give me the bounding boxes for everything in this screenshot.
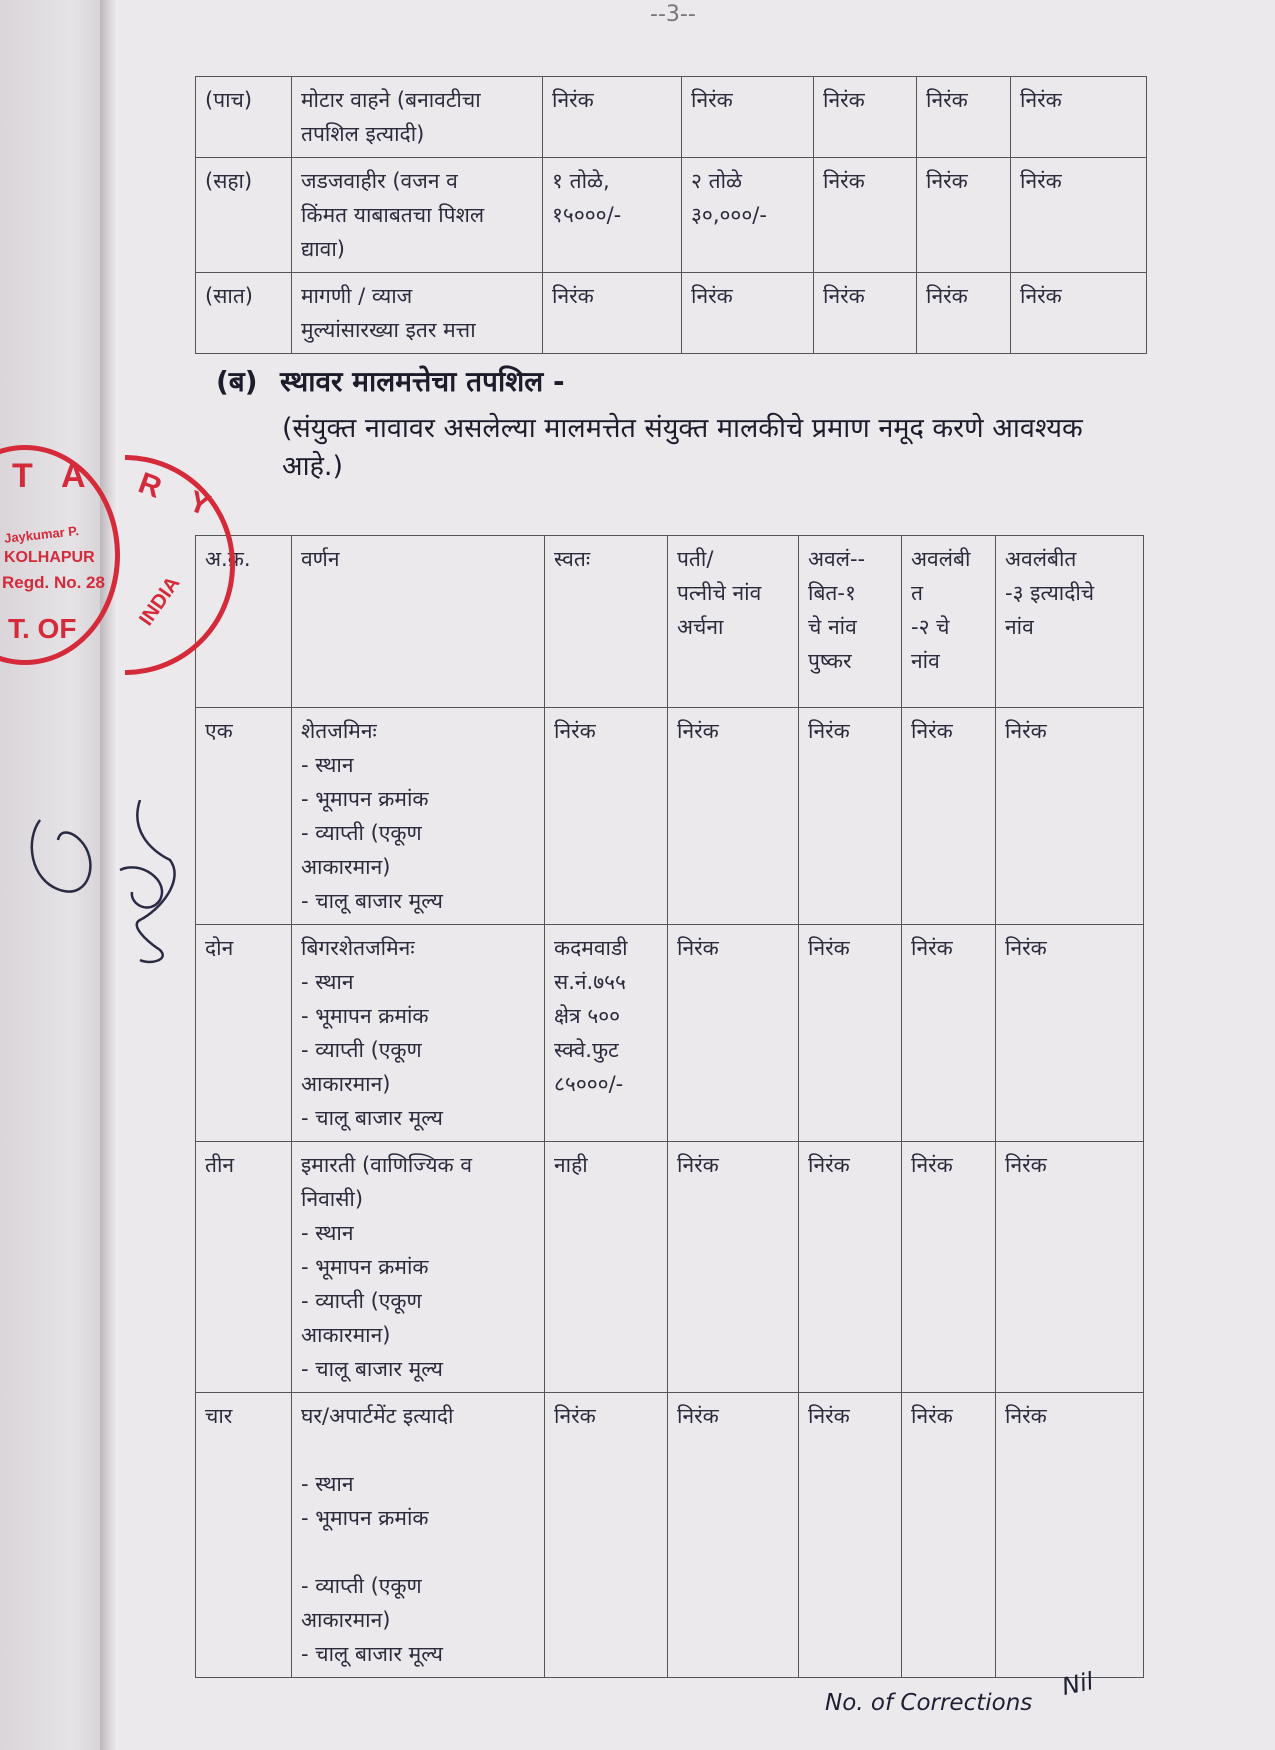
- cell-description: [292, 273, 543, 354]
- table-row: [196, 1142, 1144, 1393]
- cell-self: [545, 925, 668, 1142]
- stamp-regd-text: Regd. No. 28: [2, 573, 105, 592]
- cell-spouse-line: निरंक: [691, 284, 733, 308]
- cell-serial: [196, 158, 292, 273]
- immovable-assets-table: [195, 535, 1144, 1678]
- cell-dependent-1: [799, 1142, 902, 1393]
- section-b-heading: [216, 362, 565, 400]
- cell-self: [545, 708, 668, 925]
- cell-dependent-3: [996, 925, 1144, 1142]
- cell-dependent-2: [902, 708, 996, 925]
- cell-description-line: [301, 1535, 535, 1569]
- cell-spouse-line: निरंक: [691, 88, 733, 112]
- cell-dependent-2: [902, 925, 996, 1142]
- header-dep2-line: नांव: [911, 649, 940, 673]
- cell-description: [292, 1393, 545, 1678]
- cell-self-line: नाही: [554, 1153, 588, 1177]
- table-row: [196, 925, 1144, 1142]
- table-row: [196, 158, 1147, 273]
- cell-description-line: आकारमान): [301, 855, 391, 879]
- cell-serial-line: (सहा): [205, 169, 253, 193]
- corrections-value: Nil: [1059, 1667, 1096, 1701]
- cell-spouse: [682, 77, 814, 158]
- cell-serial-line: तीन: [205, 1153, 235, 1177]
- cell-description: [292, 1142, 545, 1393]
- cell-dependent-2-line: निरंक: [911, 1153, 953, 1177]
- cell-spouse-line: निरंक: [677, 1404, 719, 1428]
- cell-description: [292, 708, 545, 925]
- header-dep2-line: -२ चे: [911, 615, 950, 639]
- stamp-top-text: T A: [12, 457, 96, 495]
- cell-dependent-3-line: निरंक: [1020, 88, 1062, 112]
- cell-dependent-1-line: निरंक: [823, 88, 865, 112]
- header-dep3-line: नांव: [1005, 615, 1034, 639]
- cell-dependent-3: [1011, 158, 1147, 273]
- cell-description-line: - चालू बाजार मूल्य: [301, 1106, 443, 1130]
- cell-description-line: द्यावा): [301, 237, 345, 261]
- section-b-title: स्थावर मालमत्तेचा तपशिल -: [280, 365, 565, 398]
- cell-self: [545, 1393, 668, 1678]
- cell-self-line: क्षेत्र ५००: [554, 1004, 621, 1028]
- cell-description-line: मुल्यांसारख्या इतर मत्ता: [301, 318, 476, 342]
- cell-spouse: [682, 158, 814, 273]
- cell-self-line: कदमवाडी: [554, 936, 628, 960]
- movable-assets-table: [195, 76, 1147, 354]
- stamp-city-text: KOLHAPUR: [4, 549, 95, 566]
- cell-serial: [196, 77, 292, 158]
- cell-description-line: आकारमान): [301, 1072, 391, 1096]
- cell-description-line: किंमत याबाबतचा पिशल: [301, 203, 485, 227]
- cell-spouse-line: निरंक: [677, 936, 719, 960]
- cell-dependent-3-line: निरंक: [1005, 719, 1047, 743]
- cell-self-line: स.नं.७५५: [554, 970, 626, 994]
- cell-spouse-line: निरंक: [677, 719, 719, 743]
- cell-dependent-1-line: निरंक: [823, 284, 865, 308]
- cell-self-line: निरंक: [552, 284, 594, 308]
- header-dep1-line: चे नांव: [808, 615, 857, 639]
- cell-self-line: १५०००/-: [552, 203, 622, 227]
- cell-self: [543, 77, 682, 158]
- seal-bottom-text: INDIA: [135, 572, 185, 630]
- header-dep3-line: -३ इत्यादीचे: [1005, 581, 1095, 605]
- cell-description-line: शेतजमिनः: [301, 719, 377, 743]
- header-description: वर्णन: [292, 536, 545, 708]
- cell-dependent-1: [799, 708, 902, 925]
- cell-description-line: - चालू बाजार मूल्य: [301, 1357, 443, 1381]
- cell-dependent-3-line: निरंक: [1005, 1404, 1047, 1428]
- cell-description-line: आकारमान): [301, 1608, 391, 1632]
- cell-dependent-1: [799, 925, 902, 1142]
- cell-dependent-2: [917, 77, 1011, 158]
- header-dep1-name: पुष्कर: [808, 649, 852, 673]
- cell-serial: [196, 273, 292, 354]
- cell-dependent-1: [799, 1393, 902, 1678]
- cell-dependent-1-line: निरंक: [808, 936, 850, 960]
- cell-dependent-2-line: निरंक: [911, 936, 953, 960]
- cell-dependent-3: [1011, 77, 1147, 158]
- cell-serial-line: दोन: [205, 936, 234, 960]
- cell-dependent-1: [814, 77, 917, 158]
- cell-dependent-3-line: निरंक: [1005, 1153, 1047, 1177]
- cell-dependent-2: [902, 1142, 996, 1393]
- cell-dependent-1: [814, 273, 917, 354]
- cell-self-line: निरंक: [554, 719, 596, 743]
- cell-dependent-2-line: निरंक: [926, 169, 968, 193]
- cell-dependent-2: [917, 273, 1011, 354]
- cell-description-line: घर/अपार्टमेंट इत्यादी: [301, 1404, 454, 1428]
- cell-spouse: [668, 1393, 799, 1678]
- cell-dependent-1-line: निरंक: [808, 1404, 850, 1428]
- cell-dependent-3: [996, 1393, 1144, 1678]
- cell-description: [292, 158, 543, 273]
- corrections-label: No. of Corrections: [825, 1690, 1033, 1716]
- cell-spouse: [668, 1142, 799, 1393]
- cell-dependent-3: [996, 1142, 1144, 1393]
- cell-serial: [196, 1142, 292, 1393]
- cell-self-line: १ तोळे,: [552, 169, 610, 193]
- header-spouse-line: पत्नीचे नांव: [677, 581, 762, 605]
- cell-self-line: ८५०००/-: [554, 1072, 624, 1096]
- cell-dependent-1: [814, 158, 917, 273]
- cell-spouse: [668, 925, 799, 1142]
- cell-description-line: - चालू बाजार मूल्य: [301, 1642, 443, 1666]
- header-dep3-line: अवलंबीत: [1005, 547, 1077, 571]
- cell-dependent-2-line: निरंक: [926, 88, 968, 112]
- cell-description-line: - भूमापन क्रमांक: [301, 1255, 429, 1279]
- section-b-marker: (ब): [216, 365, 258, 398]
- table-row: [196, 273, 1147, 354]
- header-serial: अ.क्र.: [196, 536, 292, 708]
- cell-serial-line: (पाच): [205, 88, 253, 112]
- cell-description-line: - स्थान: [301, 1221, 354, 1245]
- header-dependent-3: [996, 536, 1144, 708]
- cell-self: [543, 158, 682, 273]
- stamp-name-text: Jaykumar P.: [3, 523, 80, 546]
- cell-description-line: - भूमापन क्रमांक: [301, 1004, 429, 1028]
- cell-dependent-3-line: निरंक: [1020, 169, 1062, 193]
- cell-description-line: [301, 1433, 535, 1467]
- cell-serial-line: एक: [205, 719, 233, 743]
- cell-description-line: - भूमापन क्रमांक: [301, 1506, 429, 1530]
- header-dep1-line: बित-१: [808, 581, 856, 605]
- cell-dependent-1-line: निरंक: [808, 719, 850, 743]
- cell-description-line: - व्याप्ती (एकूण: [301, 1574, 422, 1598]
- table-row: [196, 77, 1147, 158]
- cell-description-line: तपशिल इत्यादी): [301, 122, 425, 146]
- cell-spouse-line: ३०,०००/-: [691, 203, 767, 227]
- cell-description-line: मागणी / व्याज: [301, 284, 413, 308]
- header-spouse-name: अर्चना: [677, 615, 724, 639]
- page-number: --3--: [650, 2, 696, 27]
- table-row: [196, 708, 1144, 925]
- table-row: [196, 1393, 1144, 1678]
- cell-description-line: - व्याप्ती (एकूण: [301, 821, 422, 845]
- cell-description-line: - स्थान: [301, 970, 354, 994]
- cell-description-line: बिगरशेतजमिनः: [301, 936, 415, 960]
- cell-spouse-line: निरंक: [677, 1153, 719, 1177]
- cell-spouse: [668, 708, 799, 925]
- cell-dependent-2-line: निरंक: [926, 284, 968, 308]
- cell-description-line: इमारती (वाणिज्यिक व: [301, 1153, 473, 1177]
- cell-description: [292, 925, 545, 1142]
- section-b-note: (संयुक्त नावावर असलेल्या मालमत्तेत संयुक्त मालकीचे प्रमाण नमूद करणे आवश्यक आहे.): [282, 413, 1083, 482]
- cell-description: [292, 77, 543, 158]
- cell-dependent-2-line: निरंक: [911, 719, 953, 743]
- cell-dependent-2: [917, 158, 1011, 273]
- cell-dependent-1-line: निरंक: [823, 169, 865, 193]
- cell-dependent-3: [996, 708, 1144, 925]
- cell-self-line: निरंक: [554, 1404, 596, 1428]
- cell-spouse-line: २ तोळे: [691, 169, 742, 193]
- cell-dependent-1-line: निरंक: [808, 1153, 850, 1177]
- cell-serial-line: चार: [205, 1404, 233, 1428]
- cell-spouse: [682, 273, 814, 354]
- cell-self: [543, 273, 682, 354]
- header-dependent-2: [902, 536, 996, 708]
- cell-description-line: आकारमान): [301, 1323, 391, 1347]
- cell-dependent-2: [902, 1393, 996, 1678]
- header-spouse-line: पती/: [677, 547, 714, 571]
- cell-description-line: - स्थान: [301, 753, 354, 777]
- cell-description-line: - व्याप्ती (एकूण: [301, 1038, 422, 1062]
- notary-stamp: [0, 445, 120, 665]
- seal-top-text: R Y: [134, 466, 226, 527]
- cell-description-line: - स्थान: [301, 1472, 354, 1496]
- cell-description-line: - व्याप्ती (एकूण: [301, 1289, 422, 1313]
- cell-self-line: निरंक: [552, 88, 594, 112]
- cell-self: [545, 1142, 668, 1393]
- header-dep2-line: अवलंबी: [911, 547, 971, 571]
- cell-dependent-3-line: निरंक: [1005, 936, 1047, 960]
- cell-dependent-3: [1011, 273, 1147, 354]
- cell-description-line: निवासी): [301, 1187, 364, 1211]
- header-self: स्वतः: [545, 536, 668, 708]
- stamp-bottom-text: T. OF: [8, 613, 77, 644]
- header-dependent-1: [799, 536, 902, 708]
- header-spouse: [668, 536, 799, 708]
- cell-serial: [196, 1393, 292, 1678]
- cell-description-line: जडजवाहीर (वजन व: [301, 169, 458, 193]
- cell-description-line: - चालू बाजार मूल्य: [301, 889, 443, 913]
- cell-serial-line: (सात): [205, 284, 253, 308]
- cell-dependent-3-line: निरंक: [1020, 284, 1062, 308]
- header-dep1-line: अवलं--: [808, 547, 866, 571]
- cell-description-line: - भूमापन क्रमांक: [301, 787, 429, 811]
- cell-description-line: मोटार वाहने (बनावटीचा: [301, 88, 481, 112]
- cell-self-line: स्क्वे.फुट: [554, 1038, 619, 1062]
- handwritten-initials: [20, 800, 210, 970]
- cell-dependent-2-line: निरंक: [911, 1404, 953, 1428]
- table-header-row: [196, 536, 1144, 708]
- header-dep2-line: त: [911, 581, 923, 605]
